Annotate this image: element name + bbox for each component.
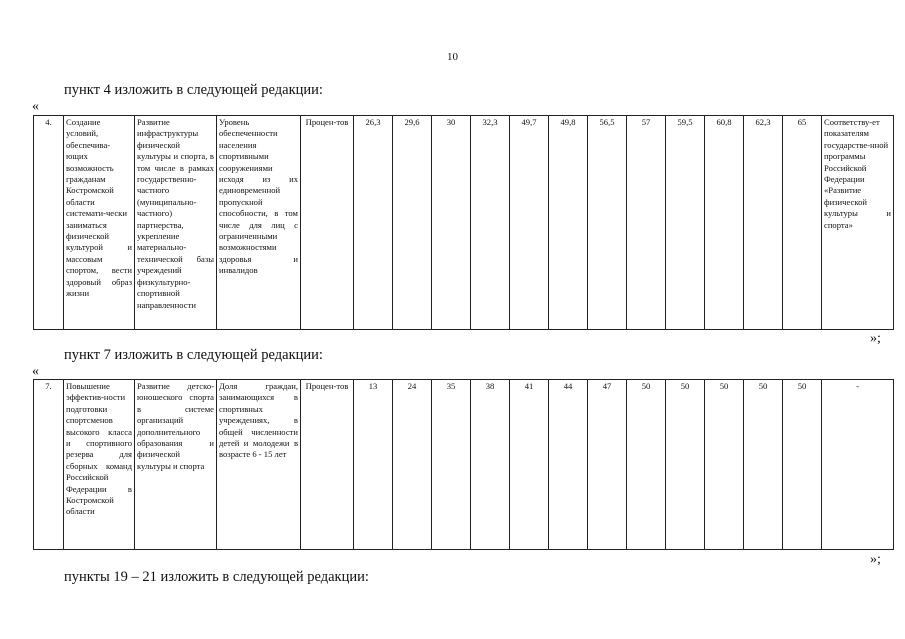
value-cell: 50: [744, 380, 783, 550]
heading-items-19-21: пункты 19 – 21 изложить в следующей редакции:: [64, 569, 369, 585]
task-cell: Развитие детско-юношеского спорта в системе организаций дополнительного образования и физической культуры и спорта: [135, 380, 217, 550]
close-quote-2: »;: [870, 552, 881, 567]
value-cell: 50: [783, 380, 822, 550]
row-number-cell: 4.: [34, 116, 64, 330]
value-cell: 59,5: [666, 116, 705, 330]
value-cell: 44: [549, 380, 588, 550]
value-cell: 38: [471, 380, 510, 550]
row-number-cell: 7.: [34, 380, 64, 550]
table-row: [34, 116, 894, 330]
value-cell: 49,8: [549, 116, 588, 330]
value-cell: 60,8: [705, 116, 744, 330]
value-cell: 57: [627, 116, 666, 330]
value-cell: 24: [393, 380, 432, 550]
value-cell: 30: [432, 116, 471, 330]
page-number: 10: [447, 51, 458, 63]
value-cell: 29,6: [393, 116, 432, 330]
task-cell: Развитие инфраструктуры физической культуры и спорта, в том числе в рамках государственно-частного (муниципально-частного) партнерства, укрепление материально-технической базы учреждений физкультурно-спортивной направленности: [135, 116, 217, 330]
value-cell: 32,3: [471, 116, 510, 330]
open-quote-2: «: [32, 364, 39, 379]
unit-cell: Процен-тов: [301, 116, 354, 330]
indicator-cell: Уровень обеспеченности населения спортивными сооружениями исходя из их единовременной пропускной способности, в том числе для лиц с ограниченными возможностями здоровья и инвалидов: [217, 116, 301, 330]
unit-cell: Процен-тов: [301, 380, 354, 550]
value-cell: 35: [432, 380, 471, 550]
value-cell: 65: [783, 116, 822, 330]
table-item-7: [33, 379, 894, 550]
value-cell: 13: [354, 380, 393, 550]
value-cell: 26,3: [354, 116, 393, 330]
value-cell: 62,3: [744, 116, 783, 330]
goal-cell: Создание условий, обеспечива-ющих возможность гражданам Костромской области системати-чески заниматься физической культурой и массовым спортом, вести здоровый образ жизни: [64, 116, 135, 330]
value-cell: 41: [510, 380, 549, 550]
table-item-4: [33, 115, 894, 330]
goal-cell: Повышение эффектив-ности подготовки спортсменов высокого класса и спортивного резерва для сборных команд Российской Федерации в Костромской области: [64, 380, 135, 550]
note-cell: Соответству-ет показателям государстве-нной программы Российской Федерации «Развитие физической культуры и спорта»: [822, 116, 894, 330]
value-cell: 56,5: [588, 116, 627, 330]
value-cell: 49,7: [510, 116, 549, 330]
value-cell: 50: [627, 380, 666, 550]
heading-item-7: пункт 7 изложить в следующей редакции:: [64, 347, 323, 363]
open-quote-1: «: [32, 99, 39, 114]
value-cell: 50: [705, 380, 744, 550]
note-cell: -: [822, 380, 894, 550]
heading-item-4: пункт 4 изложить в следующей редакции:: [64, 82, 323, 98]
close-quote-1: »;: [870, 331, 881, 346]
indicator-cell: Доля граждан, занимающихся в спортивных учреждениях, в общей численности детей и молодежи в возрасте 6 - 15 лет: [217, 380, 301, 550]
value-cell: 47: [588, 380, 627, 550]
value-cell: 50: [666, 380, 705, 550]
table-row: [34, 380, 894, 550]
